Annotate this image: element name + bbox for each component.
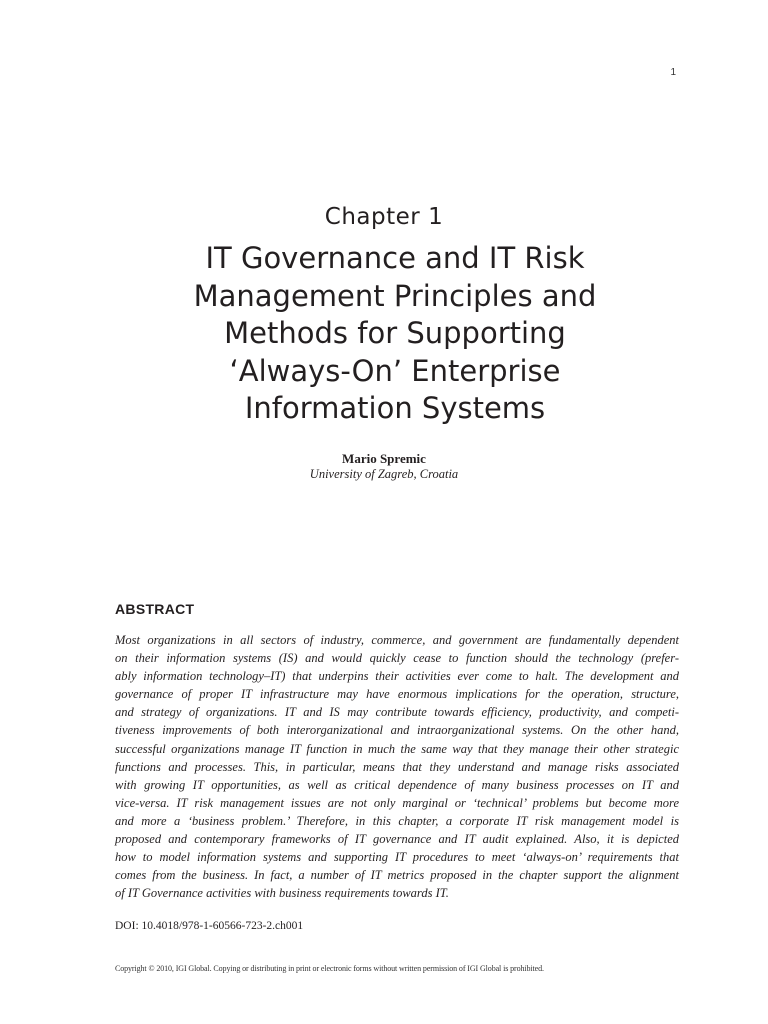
author-affiliation: University of Zagreb, Croatia [309, 467, 459, 481]
abstract-line: tiveness improvements of both interorganizational and intraorganizational systems. On the other hand, [115, 723, 679, 738]
title-line: ‘Always-On’ Enterprise [229, 353, 561, 388]
title-line: Management Principles and [193, 278, 597, 313]
doi: DOI: 10.4018/978-1-60566-723-2.ch001 [115, 920, 304, 932]
author-name: Mario Spremic [342, 451, 426, 466]
abstract-line: of IT Governance activities with business requirements towards IT. [115, 886, 449, 901]
abstract-heading: ABSTRACT [115, 601, 195, 617]
chapter-label: Chapter 1 [324, 204, 444, 230]
abstract-line: how to model information systems and supporting IT procedures to meet ‘always-on’ requirements that [115, 850, 679, 865]
abstract-line: Most organizations in all sectors of industry, commerce, and government are fundamentally dependent [115, 633, 679, 647]
abstract-line: proposed and contemporary frameworks of IT governance and IT audit explained. Also, it is depicted [115, 832, 679, 847]
abstract-body [115, 631, 679, 902]
abstract-line: on their information systems (IS) and would quickly cease to function should the technology (prefer- [115, 651, 679, 666]
title-line: IT Governance and IT Risk [205, 241, 585, 275]
title-line: Information Systems [244, 391, 546, 425]
abstract-line: functions and processes. This, in particular, means that they understand and manage risks associated [115, 759, 679, 774]
abstract-line: successful organizations manage IT function in much the same way that they manage their other strategic [115, 741, 679, 756]
abstract-line: vice-versa. IT risk management issues are not only marginal or ‘technical’ problems but become more [115, 795, 679, 810]
copyright-notice: Copyright © 2010, IGI Global. Copying or distributing in print or electronic forms without written permission of IGI Global is prohibited. [115, 964, 544, 973]
abstract-line: governance of proper IT infrastructure may have enormous implications for the operation, structure, [115, 687, 679, 702]
abstract-line: ably information technology–IT) that underpins their activities ever come to halt. The development and [115, 669, 679, 684]
abstract-line: comes from the business. In fact, a number of IT metrics proposed in the chapter support the alignment [115, 868, 679, 883]
title-line: Methods for Supporting [224, 316, 566, 350]
abstract-line: with growing IT opportunities, as well as critical dependence of many business processes on IT and [115, 777, 679, 792]
abstract-line: and strategy of organizations. IT and IS may contribute towards efficiency, productivity, and competi- [115, 705, 679, 720]
chapter-title [100, 240, 690, 428]
page-number: 1 [670, 67, 676, 78]
abstract-line: and more a ‘business problem.’ Therefore, in this chapter, a corporate IT risk management model is [115, 813, 679, 828]
